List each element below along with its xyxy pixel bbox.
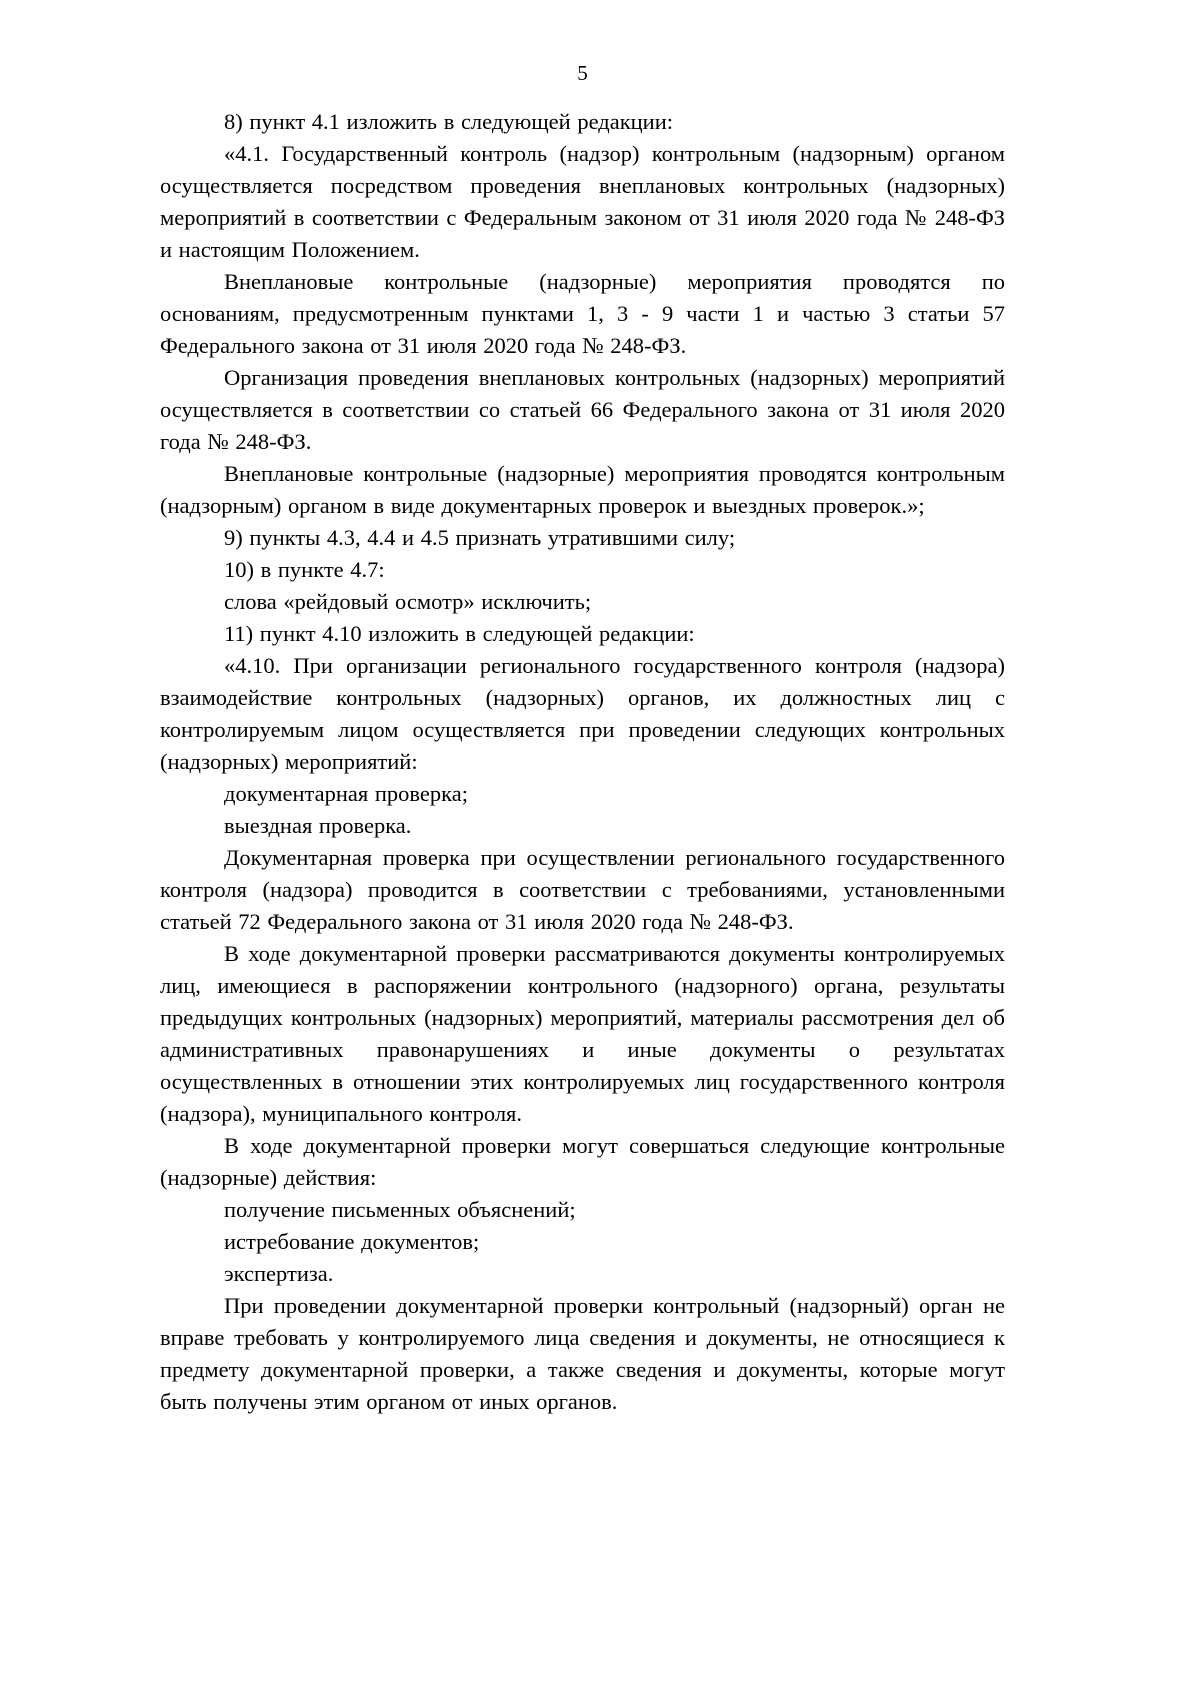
paragraph: слова «рейдовый осмотр» исключить; bbox=[224, 589, 592, 614]
paragraph: Документарная проверка при осуществлении регионального государственного контроля (надзора) проводится в соответствии с требованиями, установленными статьей 72 Федерального закона от 31 июля 2020 года № 248-ФЗ. bbox=[160, 845, 1005, 934]
paragraph: 8) пункт 4.1 изложить в следующей редакции: bbox=[224, 109, 674, 134]
paragraph: «4.1. Государственный контроль (надзор) контрольным (надзорным) органом осуществляется посредством проведения внеплановых контрольных (надзорных) мероприятий в соответствии с Федеральным законом от 31 июля 2020 года № 248-ФЗ и настоящим Положением. bbox=[160, 141, 1005, 262]
paragraph: истребование документов; bbox=[224, 1229, 480, 1254]
paragraph: При проведении документарной проверки контрольный (надзорный) орган не вправе требовать у контролируемого лица сведения и документы, не относящиеся к предмету документарной проверки, а также сведения и документы, которые могут быть получены этим органом от иных органов. bbox=[160, 1293, 1005, 1414]
page-number: 5 bbox=[577, 61, 588, 85]
paragraph: 9) пункты 4.3, 4.4 и 4.5 признать утратившими силу; bbox=[224, 525, 736, 550]
paragraph: Внеплановые контрольные (надзорные) мероприятия проводятся по основаниям, предусмотренным пунктами 1, 3 - 9 части 1 и частью 3 статьи 57 Федерального закона от 31 июля 2020 года № 248-ФЗ. bbox=[160, 269, 1005, 358]
paragraph: документарная проверка; bbox=[224, 781, 468, 806]
paragraph: Внеплановые контрольные (надзорные) мероприятия проводятся контрольным (надзорным) органом в виде документарных проверок и выездных проверок.»; bbox=[160, 461, 1005, 518]
paragraph: получение письменных объяснений; bbox=[224, 1197, 576, 1222]
paragraph: экспертиза. bbox=[224, 1261, 334, 1286]
paragraph: Организация проведения внеплановых контрольных (надзорных) мероприятий осуществляется в соответствии со статьей 66 Федерального закона от 31 июля 2020 года № 248-ФЗ. bbox=[160, 365, 1005, 454]
paragraph: 11) пункт 4.10 изложить в следующей редакции: bbox=[224, 621, 695, 646]
paragraph: В ходе документарной проверки могут совершаться следующие контрольные (надзорные) действия: bbox=[160, 1133, 1005, 1190]
document-body bbox=[160, 106, 1005, 1418]
paragraph: 10) в пункте 4.7: bbox=[224, 557, 385, 582]
paragraph: «4.10. При организации регионального государственного контроля (надзора) взаимодействие контрольных (надзорных) органов, их должностных лиц с контролируемым лицом осуществляется при проведении следующих контрольных (надзорных) мероприятий: bbox=[160, 653, 1005, 774]
paragraph: В ходе документарной проверки рассматриваются документы контролируемых лиц, имеющиеся в распоряжении контрольного (надзорного) органа, результаты предыдущих контрольных (надзорных) мероприятий, материалы рассмотрения дел об административных правонарушениях и иные документы о результатах осуществленных в отношении этих контролируемых лиц государственного контроля (надзора), муниципального контроля. bbox=[160, 941, 1005, 1126]
paragraph: выездная проверка. bbox=[224, 813, 412, 838]
